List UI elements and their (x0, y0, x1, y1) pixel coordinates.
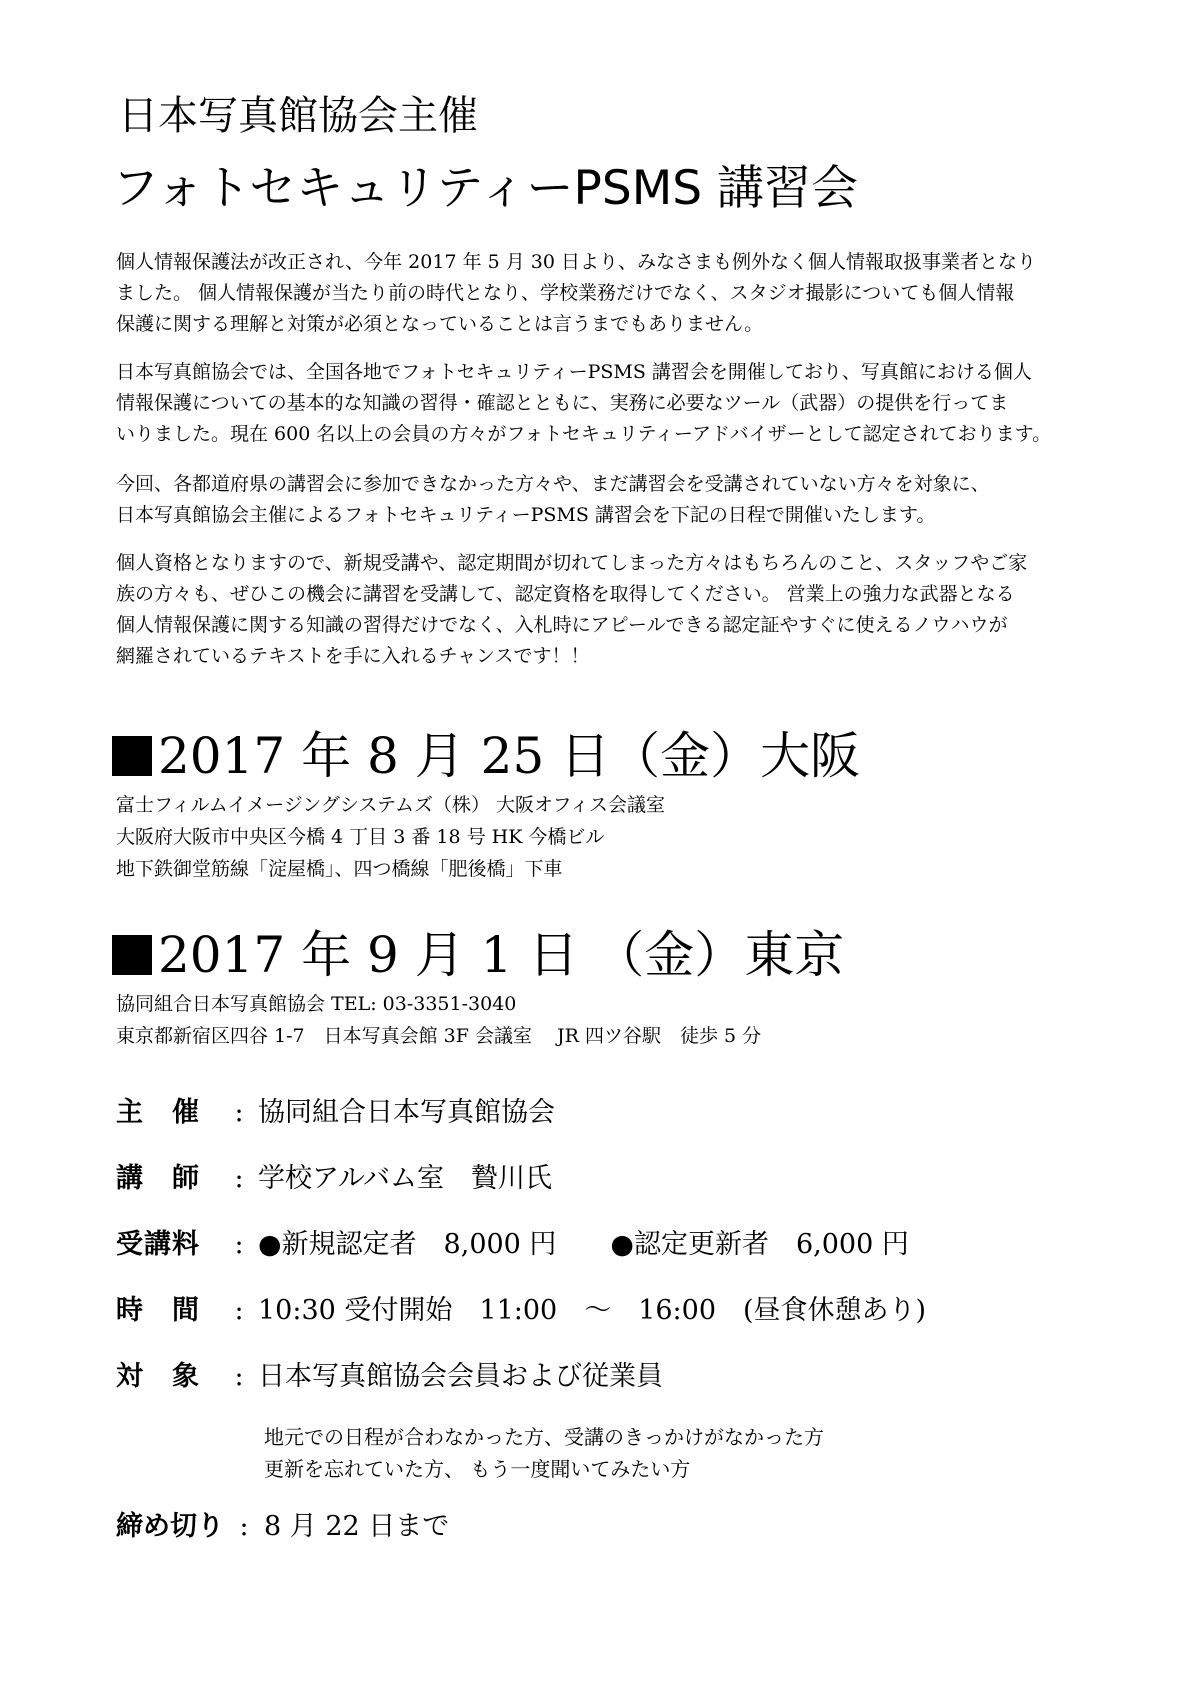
square-bullet-icon (112, 935, 152, 975)
paragraph-line: 網羅されているテキストを手に入れるチャンスです！！ (116, 645, 590, 667)
organizer-heading: 日本写真館協会主催 (118, 93, 478, 139)
target-notes (264, 1421, 824, 1485)
event-osaka-heading (112, 725, 860, 787)
detail-deadline (116, 1509, 449, 1545)
detail-colon: : (234, 1295, 244, 1326)
paragraph-line: 個人資格となりますので、新規受講や、認定期間が切れてしまった方々はもちろんのこと、スタッフやご家 (116, 552, 1028, 574)
detail-value: ●新規認定者 8,000 円 ●認定更新者 6,000 円 (258, 1229, 909, 1260)
intro-paragraph-1 (116, 247, 1078, 340)
detail-time (116, 1293, 926, 1329)
paragraph-line: 情報保護についての基本的な知識の習得・確認とともに、実務に必要なツール（武器）の提供を行ってま (116, 392, 1009, 414)
event-tokyo-venue (116, 988, 761, 1052)
detail-fee (116, 1227, 909, 1263)
event-tokyo-heading (112, 924, 844, 986)
event-osaka-venue (116, 789, 665, 885)
paragraph-line: 今回、各都道府県の講習会に参加できなかった方々や、まだ講習会を受講されていない方々を対象に、 (116, 473, 990, 495)
intro-paragraph-2 (116, 357, 1078, 450)
detail-value: 学校アルバム室 贄川氏 (258, 1163, 553, 1194)
paragraph-line: 個人情報保護法が改正され、今年 2017 年 5 月 30 日より、みなさまも例外なく個人情報取扱事業者となり (116, 251, 1036, 273)
detail-colon: : (234, 1163, 244, 1194)
detail-label: 講 師 (116, 1163, 200, 1194)
event-date-text: 2017 年 8 月 25 日（金）大阪 (158, 727, 861, 785)
detail-colon: : (234, 1097, 244, 1128)
square-bullet-icon (112, 736, 152, 776)
detail-value: 8 月 22 日まで (264, 1511, 450, 1542)
venue-line: 協同組合日本写真館協会 TEL: 03-3351-3040 (116, 993, 517, 1015)
venue-line: 富士フィルムイメージングシステムズ（株） 大阪オフィス会議室 (116, 794, 665, 816)
detail-value: 10:30 受付開始 11:00 ～ 16:00 (昼食休憩あり) (258, 1295, 927, 1326)
paragraph-line: 族の方々も、ぜひこの機会に講習を受講して、認定資格を取得してください。 営業上の強力な武器となる (116, 583, 1015, 605)
detail-target (116, 1359, 663, 1395)
detail-instructor (116, 1161, 552, 1197)
detail-label: 締め切り (116, 1511, 224, 1542)
paragraph-line: 個人情報保護に関する知識の習得だけでなく、入札時にアピールできる認定証やすぐに使えるノウハウが (116, 614, 1008, 636)
paragraph-line: 日本写真館協会では、全国各地でフォトセキュリティーPSMS 講習会を開催しており、写真館における個人 (116, 361, 1032, 383)
detail-label: 受講料 (116, 1229, 200, 1260)
detail-colon: : (234, 1361, 244, 1392)
paragraph-line: 日本写真館協会主催によるフォトセキュリティーPSMS 講習会を下記の日程で開催いたします。 (116, 504, 936, 526)
event-date-text: 2017 年 9 月 1 日 （金）東京 (158, 926, 845, 984)
detail-value: 日本写真館協会会員および従業員 (258, 1361, 663, 1392)
paragraph-line: ました。 個人情報保護が当たり前の時代となり、学校業務だけでなく、スタジオ撮影についても個人情報 (116, 282, 1015, 304)
detail-label: 対 象 (116, 1361, 200, 1392)
detail-colon: : (239, 1511, 249, 1542)
detail-value: 協同組合日本写真館協会 (258, 1097, 555, 1128)
target-note-line: 地元での日程が合わなかった方、受講のきっかけがなかった方 (264, 1425, 824, 1449)
detail-label: 主 催 (116, 1097, 200, 1128)
detail-host (116, 1095, 555, 1131)
venue-line: 地下鉄御堂筋線「淀屋橋」、四つ橋線「肥後橋」下車 (116, 858, 563, 880)
paragraph-line: いりました。現在 600 名以上の会員の方々がフォトセキュリティーアドバイザーとして認定されております。 (116, 423, 1052, 445)
intro-paragraph-4 (116, 548, 1078, 672)
detail-label: 時 間 (116, 1295, 200, 1326)
target-note-line: 更新を忘れていた方、 もう一度聞いてみたい方 (264, 1457, 691, 1481)
venue-line: 東京都新宿区四谷 1-7 日本写真会館 3F 会議室 JR 四ツ谷駅 徒歩 5 分 (116, 1025, 762, 1047)
intro-paragraph-3 (116, 469, 1078, 531)
page-title: フォトセキュリティーPSMS 講習会 (112, 161, 859, 216)
venue-line: 大阪府大阪市中央区今橋 4 丁目 3 番 18 号 HK 今橋ビル (116, 826, 605, 848)
paragraph-line: 保護に関する理解と対策が必須となっていることは言うまでもありません。 (116, 313, 764, 335)
detail-colon: : (234, 1229, 244, 1260)
